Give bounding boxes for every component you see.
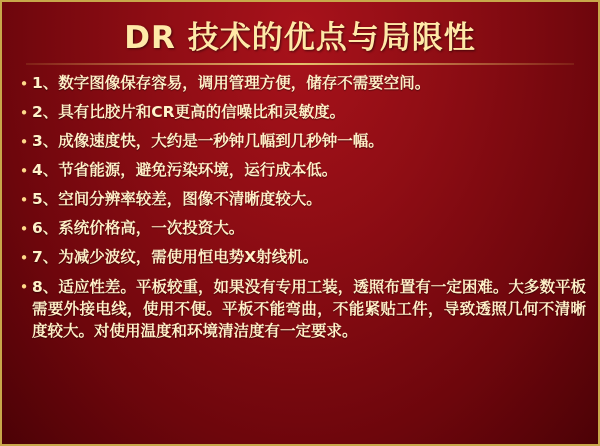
list-item-label: 6、系统价格高，一次投资大。 — [32, 219, 245, 237]
list-item — [16, 131, 586, 153]
list-item-label: 1、数字图像保存容易，调用管理方便，储存不需要空间。 — [32, 74, 431, 92]
title-divider — [26, 63, 574, 65]
bullet-icon: • — [19, 162, 29, 180]
list-item-label: 3、成像速度快，大约是一秒钟几幅到几秒钟一幅。 — [32, 132, 384, 150]
list-item-label: 4、节省能源，避免污染环境，运行成本低。 — [32, 161, 338, 179]
bullet-icon: • — [19, 133, 29, 151]
list-item-label: 8、适应性差。平板较重，如果没有专用工装，透照布置有一定困难。大多数平板需要外接电线，使用不便。平板不能弯曲，不能紧贴工件，导致透照几何不清晰度较大。对使用温度和环境清洁度有一定要求。 — [32, 278, 586, 340]
page-title: DR 技术的优点与局限性 — [124, 20, 476, 56]
list-item — [16, 276, 586, 342]
list-item-label: 2、具有比胶片和CR更高的信噪比和灵敏度。 — [32, 103, 346, 121]
list-item — [16, 218, 586, 240]
bullet-icon: • — [19, 191, 29, 209]
list-item-label: 5、空间分辨率较差，图像不清晰度较大。 — [32, 190, 322, 208]
list-item — [16, 102, 586, 124]
list-item — [16, 160, 586, 182]
list-item — [16, 189, 586, 211]
bullet-icon: • — [19, 75, 29, 93]
bullet-icon: • — [19, 278, 29, 296]
bullet-list — [2, 71, 598, 342]
bullet-icon: • — [19, 249, 29, 267]
bullet-icon: • — [19, 104, 29, 122]
list-item — [16, 247, 586, 269]
list-item — [16, 73, 586, 95]
list-item-label: 7、为减少波纹，需使用恒电势X射线机。 — [32, 248, 319, 266]
bullet-icon: • — [19, 220, 29, 238]
